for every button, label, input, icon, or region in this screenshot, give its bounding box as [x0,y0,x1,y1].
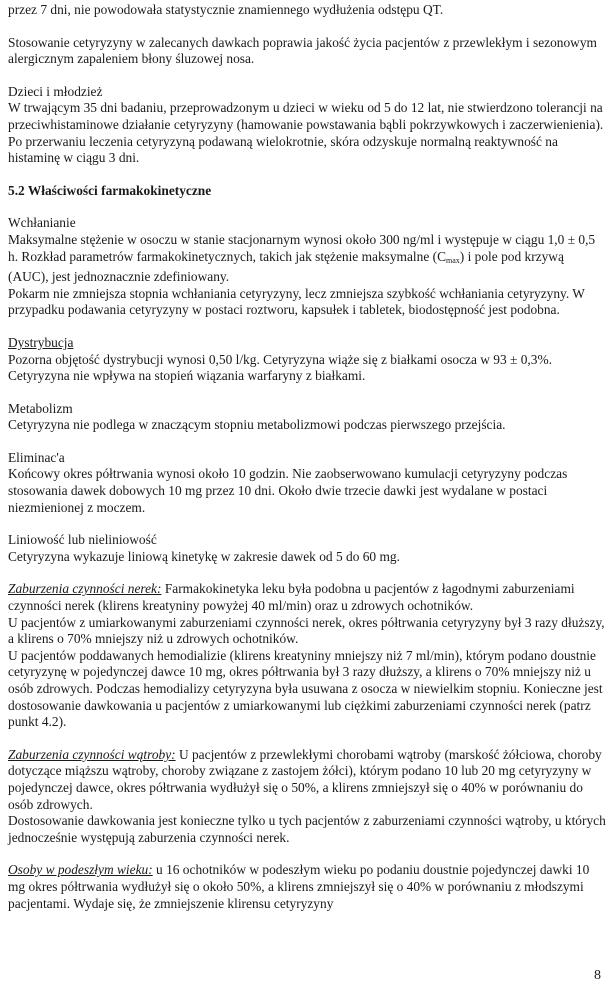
hepatic-label: Zaburzenia czynności wątroby: [8,746,176,762]
top-fragment: przez 7 dni, nie powodowała statystycznie znamiennego wydłużenia odstępu QT. [8,2,444,17]
elderly-label: Osoby w podeszłym wieku: [8,862,153,878]
quality-of-life-paragraph: Stosowanie cetyryzyny w zalecanych dawkach poprawia jakość życia pacjentów z przewlekłym i sezonowym alergicznym zapaleniem błony śluzowej nosa. [8,34,597,67]
elimination-heading: Eliminac'a [8,449,65,465]
children-heading: Dzieci i młodzież [8,83,103,99]
absorption-text-b: ) i pole pod krzywą (AUC), jest jednoznacznie zdefiniowany. [8,248,564,285]
document-page [8,2,606,912]
renal-paragraph [8,581,606,614]
renal-paragraph-b: U pacjentów z umiarkowanymi zaburzeniami czynności nerek, okres półtrwania cetyryzyny był 3 razy dłuższy, a klirens o 70% mniejszy niż u zdrowych ochotników. [8,614,605,647]
linearity-heading: Liniowość lub nieliniowość [8,532,157,548]
metabolism-heading: Metabolizm [8,400,73,416]
distribution-heading: Dystrybucja [8,334,74,350]
metabolism-paragraph: Cetyryzyna nie podlega w znaczącym stopniu metabolizmowi podczas pierwszego przejścia. [8,417,506,433]
children-paragraph: W trwającym 35 dni badaniu, przeprowadzonym u dzieci w wieku od 5 do 12 lat, nie stwierdzono tolerancji na przeciwhistaminowe działanie cetyryzyny (hamowanie powstawania bąbli pokrzywkowych i zaczerwienienia). Po przerwaniu leczenia cetyryzyną podawaną wielokrotnie, skóra odzyskuje normalną reaktywność na histaminę w ciągu 3 dni. [8,100,604,166]
hepatic-paragraph-b: Dostosowanie dawkowania jest konieczne tylko u tych pacjentów z zaburzeniami czynności wątroby, u których jednocześnie występują zaburzenia czynności nerek. [8,813,606,845]
elimination-paragraph: Końcowy okres półtrwania wynosi około 10 godzin. Nie zaobserwowano kumulacji cetyryzyny podczas stosowania dawek dobowych 10 mg przez 10 dni. Około dwie trzecie dawki jest wydalane w postaci niezmienionej z moczem. [8,466,568,515]
linearity-paragraph: Cetyryzyna wykazuje liniową kinetykę w zakresie dawek od 5 do 60 mg. [8,548,400,564]
elderly-text: u 16 ochotników w podeszłym wieku po podaniu doustnie pojedynczej dawki 10 mg okres półtrwania wydłużył się o około 50%, a klirens zmniejszył się o 40% w porównaniu z młodszymi pacjentami. Wydaje się, że zmniejszenie klirensu cetyryzyny [8,862,590,911]
renal-text-a: Farmakokinetyka leku była podobna u pacjentów z łagodnymi zaburzeniami czynności nerek (klirens kreatyniny powyżej 40 ml/min) oraz u zdrowych ochotników. [8,581,575,614]
absorption-text-a: Maksymalne stężenie w osoczu w stanie stacjonarnym wynosi około 300 ng/ml i występuje w ciągu 1,0 ± 0,5 h. Rozkład parametrów farmakokinetycznych, takich jak stężenie maksymalne (C [8,231,596,264]
absorption-heading: Wchłanianie [8,215,76,231]
absorption-food-paragraph: Pokarm nie zmniejsza stopnia wchłaniania cetyryzyny, lecz zmniejsza szybkość wchłaniania cetyryzyny. W przypadku podawania cetyryzyny w postaci roztworu, kapsułek i tabletek, biodostępność jest podobna. [8,285,585,318]
hepatic-paragraph [8,747,606,813]
renal-label: Zaburzenia czynności nerek: [8,581,162,597]
elderly-paragraph [8,862,606,912]
page-number: 8 [594,968,601,983]
renal-paragraph-c: U pacjentów poddawanych hemodializie (klirens kreatyniny mniejszy niż 7 ml/min), którym podano doustnie cetyryzynę w pojedynczej dawce 10 mg, okres półtrwania był 3 razy dłuższy, a klirens o 70% mniejszy niż u osób zdrowych. Podczas hemodializy cetyryzyna była usuwana z osocza w niewielkim stopniu. Konieczne jest dostosowanie dawkowania u pacjentów z umiarkowanymi lub ciężkimi zaburzeniami czynności nerek (patrz punkt 4.2). [8,647,603,730]
hepatic-text-a: U pacjentów z przewlekłymi chorobami wątroby (marskość żółciowa, choroby dotyczące miąższu wątroby, choroby związane z zastojem żółci), którym podano 10 lub 20 mg cetyryzyny w pojedynczej dawce, okres półtrwania wydłużył się o 50%, a klirens zmniejszył się o 40% w porównaniu do osób zdrowych. [8,746,602,812]
section-heading: 5.2 Właściwości farmakokinetyczne [8,182,212,198]
cmax-subscript: max [446,255,460,265]
absorption-paragraph [8,232,606,286]
distribution-paragraph: Pozorna objętość dystrybucji wynosi 0,50 l/kg. Cetyryzyna wiąże się z białkami osocza w 93 ± 0,3%. Cetyryzyna nie wpływa na stopień wiązania warfaryny z białkami. [8,351,552,384]
